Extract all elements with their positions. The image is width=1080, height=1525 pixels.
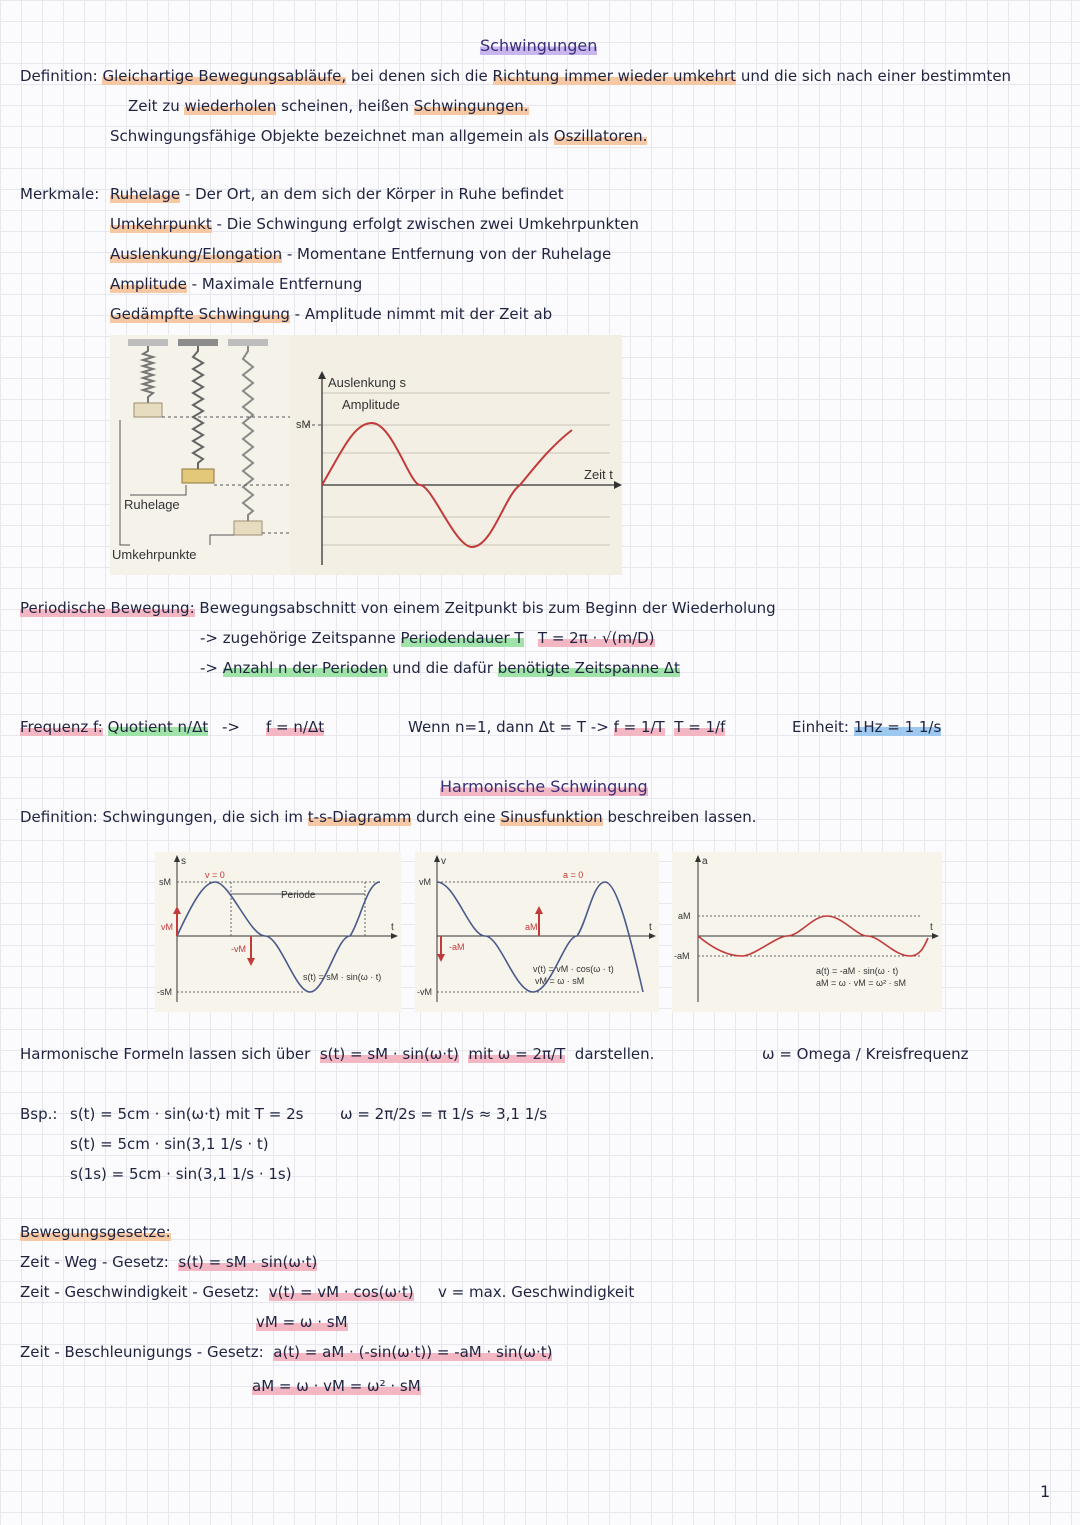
geschwindigkeit-gesetz: Zeit - Geschwindigkeit - Gesetz: v(t) = vM · cos(ω·t) <box>20 1283 414 1301</box>
ruhelage-label: Ruhelage <box>124 497 180 512</box>
definition-line-3: Schwingungsfähige Objekte bezeichnet man allgemein als Oszillatoren. <box>110 127 648 145</box>
omega-note: ω = Omega / Kreisfrequenz <box>762 1045 969 1063</box>
frequenz-line: Frequenz f: Quotient n/Δt <box>20 718 209 736</box>
page-title: Schwingungen <box>480 36 598 55</box>
v0-label: v = 0 <box>205 870 225 880</box>
axis-label: v <box>441 856 446 867</box>
t-label: t <box>649 922 652 933</box>
formeln-line: Harmonische Formeln lassen sich über s(t) = sM · sin(ω·t) mit ω = 2π/T darstellen. <box>20 1045 655 1063</box>
bsp-omega: ω = 2π/2s = π 1/s ≈ 3,1 1/s <box>340 1105 548 1123</box>
graph-a-t <box>672 852 942 1012</box>
spring-diagram <box>110 335 622 575</box>
periodisch-line-1: Periodische Bewegung: Bewegungsabschnitt von einem Zeitpunkt bis zum Beginn der Wiederholung <box>20 599 776 617</box>
weg-gesetz: Zeit - Weg - Gesetz: s(t) = sM · sin(ω·t) <box>20 1253 318 1271</box>
graph-formula: s(t) = sM · sin(ω · t) <box>303 972 382 982</box>
graph-formula-2: aM = ω · vM = ω² · sM <box>816 978 907 988</box>
axis-label: a <box>702 856 708 867</box>
periode-label: Periode <box>281 890 316 901</box>
definition-line-1: Definition: Gleichartige Bewegungsabläufe, bei denen sich die Richtung immer wieder umkehrt und die sich nach einer bestimmten <box>20 67 1012 85</box>
graph-formula-1: a(t) = -aM · sin(ω · t) <box>816 966 899 976</box>
merkmal-item: Umkehrpunkt - Die Schwingung erfolgt zwischen zwei Umkehrpunkten <box>110 215 639 233</box>
am-label: aM <box>525 922 538 932</box>
bsp-line-2: s(t) = 5cm · sin(3,1 1/s · t) <box>70 1135 269 1153</box>
vm-formula: vM = ω · sM <box>256 1313 348 1331</box>
t-label: t <box>391 922 394 933</box>
periodisch-line-2: -> zugehörige Zeitspanne Periodendauer T T = 2π · √(m/D) <box>200 629 655 647</box>
sm-label: sM <box>296 419 311 431</box>
graph-s-t <box>155 852 401 1012</box>
merkmal-item: Auslenkung/Elongation - Momentane Entfernung von der Ruhelage <box>110 245 612 263</box>
harmonisch-definition: Definition: Schwingungen, die sich im t-s-Diagramm durch eine Sinusfunktion beschreiben lassen. <box>20 808 757 826</box>
frequenz-einheit: Einheit: 1Hz = 1 1/s <box>792 718 942 736</box>
frequenz-arrow: -> <box>222 718 240 736</box>
neg-am-label: -aM <box>449 942 465 952</box>
gesetze-title: Bewegungsgesetze: <box>20 1223 171 1241</box>
axis-x-label: Zeit t <box>584 467 613 482</box>
t-label: t <box>930 922 933 933</box>
axis-y-label: Auslenkung s <box>328 375 407 390</box>
axis-label: s <box>181 856 186 867</box>
bsp-label: Bsp.: <box>20 1105 58 1123</box>
am-label: aM <box>678 911 691 921</box>
vm-label: vM <box>161 922 173 932</box>
merkmal-item: Ruhelage - Der Ort, an dem sich der Körper in Ruhe befindet <box>110 185 564 203</box>
sm-label: sM <box>159 877 171 887</box>
v-note: v = max. Geschwindigkeit <box>438 1283 635 1301</box>
beschleunigung-gesetz: Zeit - Beschleunigungs - Gesetz: a(t) = aM · (-sin(ω·t)) = -aM · sin(ω·t) <box>20 1343 553 1361</box>
frequenz-formula: f = n/Δt <box>266 718 325 736</box>
merkmal-item: Gedämpfte Schwingung - Amplitude nimmt mit der Zeit ab <box>110 305 553 323</box>
harmonisch-title: Harmonische Schwingung <box>440 777 648 796</box>
page-number: 1 <box>1040 1482 1051 1501</box>
graph-formula-2: vM = ω · sM <box>535 976 585 986</box>
a0-label: a = 0 <box>563 870 584 880</box>
merkmal-item: Amplitude - Maximale Entfernung <box>110 275 363 293</box>
amplitude-label: Amplitude <box>342 397 400 412</box>
neg-am-label: -aM <box>674 951 690 961</box>
bsp-line-1: s(t) = 5cm · sin(ω·t) mit T = 2s <box>70 1105 304 1123</box>
am-formula: aM = ω · vM = ω² · sM <box>252 1377 421 1395</box>
vm-label: vM <box>419 877 431 887</box>
bsp-line-3: s(1s) = 5cm · sin(3,1 1/s · 1s) <box>70 1165 292 1183</box>
graph-formula-1: v(t) = vM · cos(ω · t) <box>533 964 614 974</box>
neg-vm-label: -vM <box>231 944 246 954</box>
frequenz-wenn: Wenn n=1, dann Δt = T -> f = 1/T T = 1/f <box>408 718 726 736</box>
spring-oscillation-figure <box>110 335 622 575</box>
umkehrpunkte-label: Umkehrpunkte <box>112 547 197 562</box>
definition-line-2: Zeit zu wiederholen scheinen, heißen Schwingungen. <box>128 97 529 115</box>
periodisch-line-3: -> Anzahl n der Perioden und die dafür benötigte Zeitspanne Δt <box>200 659 680 677</box>
neg-vm-label: -vM <box>417 987 432 997</box>
neg-sm-label: -sM <box>157 987 172 997</box>
graph-v-t <box>415 852 659 1012</box>
merkmale-label: Merkmale: <box>20 185 100 203</box>
